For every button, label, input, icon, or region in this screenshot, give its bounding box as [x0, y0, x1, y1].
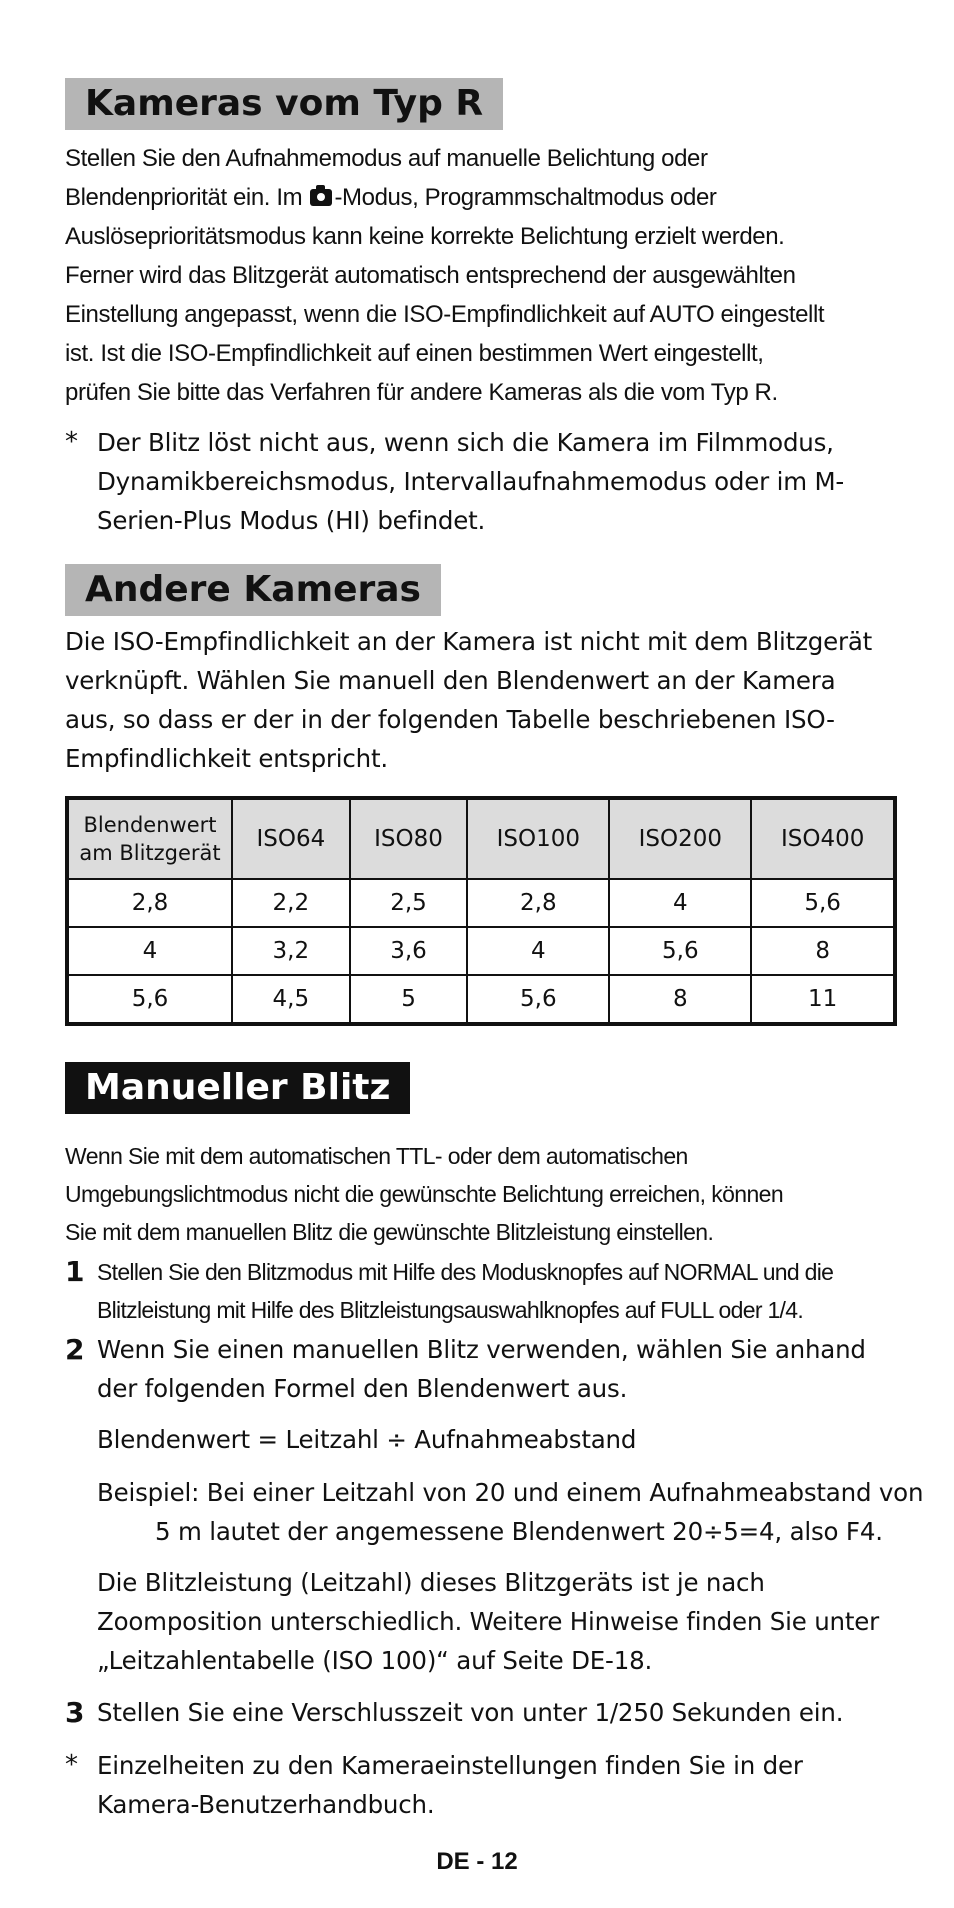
table-header-cell: ISO200: [609, 798, 751, 879]
typ-r-paragraph: Stellen Sie den Aufnahmemodus auf manuelle Belichtung oder Blendenpriorität ein. Im -Modus, Programmschaltmodus oder Auslöseprioritätsmodus kann keine korrekte Belichtung erzielt werden. Ferner wird das Blitzgerät automatisch entsprechend der ausgewählten Einstellung angepasst, wenn die ISO-Empfindlichkeit auf AUTO eingestellt ist. Ist die ISO-Empfindlichkeit auf einen bestimmen Wert eingestellt, prüfen Sie bitte das Verfahren für andere Kameras als die vom Typ R.: [65, 145, 825, 406]
andere-kameras-paragraph: Die ISO-Empfindlichkeit an der Kamera ist nicht mit dem Blitzgerät verknüpft. Wählen Sie manuell den Blendenwert an der Kamera aus, so dass er der in der folgenden Tabelle beschriebenen ISO- Empfindlichkeit entspricht.: [65, 627, 873, 773]
table-cell: 5,6: [609, 927, 751, 975]
table-cell: 2,5: [350, 879, 468, 927]
table-cell: 3,2: [232, 927, 350, 975]
table-cell: 4,5: [232, 975, 350, 1024]
table-header-cell: ISO100: [467, 798, 609, 879]
table-header-cell: Blendenwert am Blitzgerät: [67, 798, 232, 879]
table-cell: 4: [67, 927, 232, 975]
table-cell: 2,8: [67, 879, 232, 927]
table-header-cell: ISO64: [232, 798, 350, 879]
step-1-text: Stellen Sie den Blitzmodus mit Hilfe des Modusknopfes auf NORMAL und die Blitzleistung mit Hilfe des Blitzleistungsauswahlknopfes auf FULL oder 1/4.: [97, 1259, 834, 1323]
step-3-text: Stellen Sie eine Verschlusszeit von unter 1/250 Sekunden ein.: [97, 1698, 844, 1727]
table-cell: 5,6: [751, 879, 895, 927]
section-heading-typ-r: Kameras vom Typ R: [65, 78, 503, 130]
table-cell: 4: [467, 927, 609, 975]
step-number-1: 1: [65, 1255, 85, 1288]
table-cell: 5,6: [467, 975, 609, 1024]
table-row: [67, 975, 895, 1024]
table-header-cell: ISO400: [751, 798, 895, 879]
table-row: [67, 879, 895, 927]
step-2-text: Wenn Sie einen manuellen Blitz verwenden, wählen Sie anhand der folgenden Formel den Blendenwert aus.: [97, 1335, 866, 1403]
iso-aperture-table: [65, 796, 897, 1026]
camera-icon: [310, 189, 332, 206]
table-cell: 8: [609, 975, 751, 1024]
table-header-cell: ISO80: [350, 798, 468, 879]
note-asterisk: *: [65, 1750, 78, 1780]
table-cell: 11: [751, 975, 895, 1024]
manual-flash-intro: Wenn Sie mit dem automatischen TTL- oder dem automatischen Umgebungslichtmodus nicht die gewünschte Belichtung erreichen, können Sie mit dem manuellen Blitz die gewünschte Blitzleistung einstellen.: [65, 1143, 784, 1245]
aperture-formula: Blendenwert = Leitzahl ÷ Aufnahmeabstand: [97, 1425, 637, 1454]
step-number-3: 3: [65, 1696, 85, 1729]
formula-example: Beispiel: Bei einer Leitzahl von 20 und einem Aufnahmeabstand von 5 m lautet der angemessene Blendenwert 20÷5=4, also F4.: [97, 1478, 924, 1546]
table-header-row: [67, 798, 895, 879]
section-heading-andere-kameras: Andere Kameras: [65, 564, 441, 616]
table-cell: 5,6: [67, 975, 232, 1024]
typ-r-note: Der Blitz löst nicht aus, wenn sich die Kamera im Filmmodus, Dynamikbereichsmodus, Intervallaufnahmemodus oder im M- Serien-Plus Modus (HI) befindet.: [97, 428, 845, 535]
step-number-2: 2: [65, 1333, 85, 1366]
note-asterisk: *: [65, 427, 78, 457]
section-heading-manueller-blitz: Manueller Blitz: [65, 1062, 410, 1114]
table-cell: 2,8: [467, 879, 609, 927]
table-row: [67, 927, 895, 975]
guide-number-note: Die Blitzleistung (Leitzahl) dieses Blitzgeräts ist je nach Zoomposition unterschiedlich. Weitere Hinweise finden Sie unter „Leitzahlentabelle (ISO 100)“ auf Seite DE-18.: [97, 1568, 880, 1675]
page-number: DE - 12: [436, 1848, 518, 1875]
camera-settings-note: Einzelheiten zu den Kameraeinstellungen finden Sie in der Kamera-Benutzerhandbuch.: [97, 1751, 803, 1819]
table-cell: 4: [609, 879, 751, 927]
table-cell: 5: [350, 975, 468, 1024]
table-cell: 3,6: [350, 927, 468, 975]
table-cell: 8: [751, 927, 895, 975]
table-cell: 2,2: [232, 879, 350, 927]
